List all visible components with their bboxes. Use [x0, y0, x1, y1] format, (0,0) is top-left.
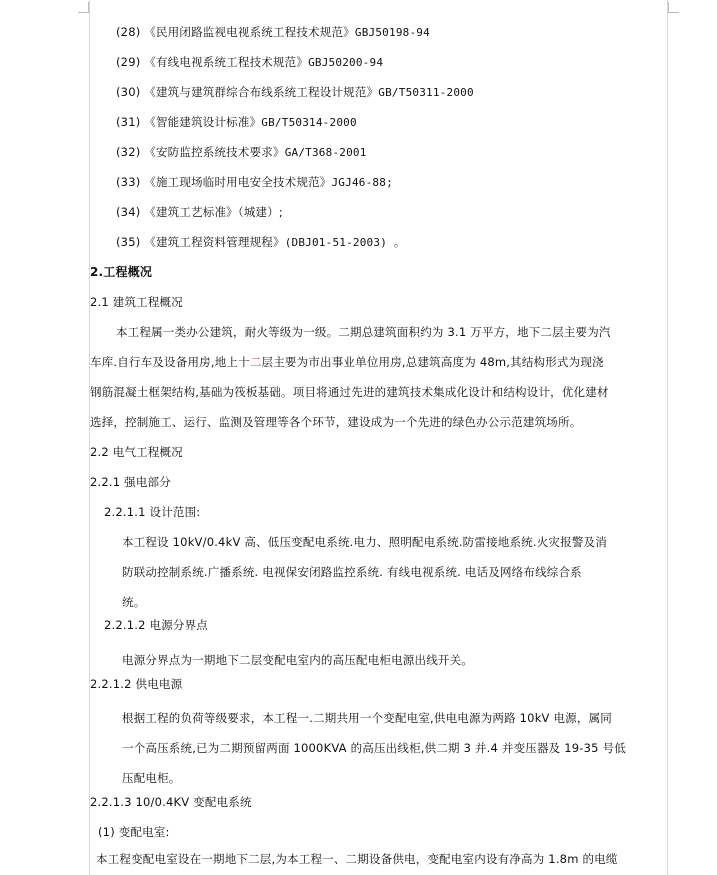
reference-item: (33) 《施工现场临时用电安全技术规范》JGJ46-88;	[116, 175, 393, 189]
subsection-heading: 2.2 电气工程概况	[90, 445, 183, 459]
paragraph-line: 一个高压系统,已为二期预留两面 1000KVA 的高压出线柜,供二期 3 并.4 并变压器及 19-35 号低	[122, 741, 626, 755]
reference-item: (29) 《有线电视系统工程技术规范》GBJ50200-94	[116, 55, 384, 69]
paragraph-line: 防联动控制系统.广播系统. 电视保安闭路监控系统. 有线电视系统. 电话及网络布线综合系	[122, 565, 582, 579]
paragraph-line: 钢筋混凝土框架结构,基础为筏板基础。项目将通过先进的建筑技术集成化设计和结构设计，优化建材	[90, 385, 609, 399]
paragraph-line: 本工程属一类办公建筑，耐火等级为一级。二期总建筑面积约为 3.1 万平方，地下二层主要为汽	[116, 325, 611, 339]
subsection-heading: 2.1 建筑工程概况	[90, 295, 183, 309]
subsection-heading: 2.2.1.3 10/0.4KV 变配电系统	[90, 795, 252, 809]
subsection-heading: 2.2.1.1 设计范围:	[104, 505, 201, 519]
section-heading: 2.工程概况	[90, 265, 153, 279]
margin-corner-mark-right	[668, 2, 679, 13]
paragraph-line: 根据工程的负荷等级要求，本工程一.二期共用一个变配电室,供电电源为两路 10kV 电源，属同	[122, 711, 612, 725]
reference-item: (30) 《建筑与建筑群综合布线系统工程设计规范》GB/T50311-2000	[116, 85, 474, 99]
subsection-heading: 2.2.1 强电部分	[90, 475, 171, 489]
reference-item: (31) 《智能建筑设计标准》GB/T50314-2000	[116, 115, 357, 129]
highlighted-text: 二	[249, 355, 262, 369]
margin-corner-mark-left	[78, 2, 89, 13]
paragraph-line: 压配电柜。	[122, 771, 181, 785]
reference-item: (34) 《建筑工艺标准》（城建）;	[116, 205, 284, 219]
subsection-heading: 2.2.1.2 供电电源	[90, 677, 183, 691]
paragraph-line: 车库.自行车及设备用房,地上十二层主要为市出事业单位用房,总建筑高度为 48m,其结构形式为现浇	[90, 355, 604, 369]
reference-item: (35) 《建筑工程资料管理规程》(DBJ01-51-2003) 。	[116, 235, 406, 249]
paragraph-line: 选择，控制施工、运行、监测及管理等各个环节，建设成为一个先进的绿色办公示范建筑场所。	[90, 415, 582, 429]
reference-item: (28) 《民用闭路监视电视系统工程技术规范》GBJ50198-94	[116, 25, 430, 39]
paragraph-line: 本工程设 10kV/0.4kV 高、低压变配电系统.电力、照明配电系统.防雷接地系统.火灾报警及消	[122, 535, 607, 549]
subsection-heading: 2.2.1.2 电源分界点	[104, 618, 208, 632]
paragraph-line: 电源分界点为一期地下二层变配电室内的高压配电柜电源出线开关。	[122, 653, 473, 667]
paragraph-line: 本工程变配电室设在一期地下二层,为本工程一、二期设备供电，变配电室内设有净高为 1.8m 的电缆	[96, 852, 618, 866]
paragraph-line: 统。	[122, 595, 146, 609]
list-item-label: (1) 变配电室:	[98, 825, 170, 839]
reference-item: (32) 《安防监控系统技术要求》GA/T368-2001	[116, 145, 367, 159]
